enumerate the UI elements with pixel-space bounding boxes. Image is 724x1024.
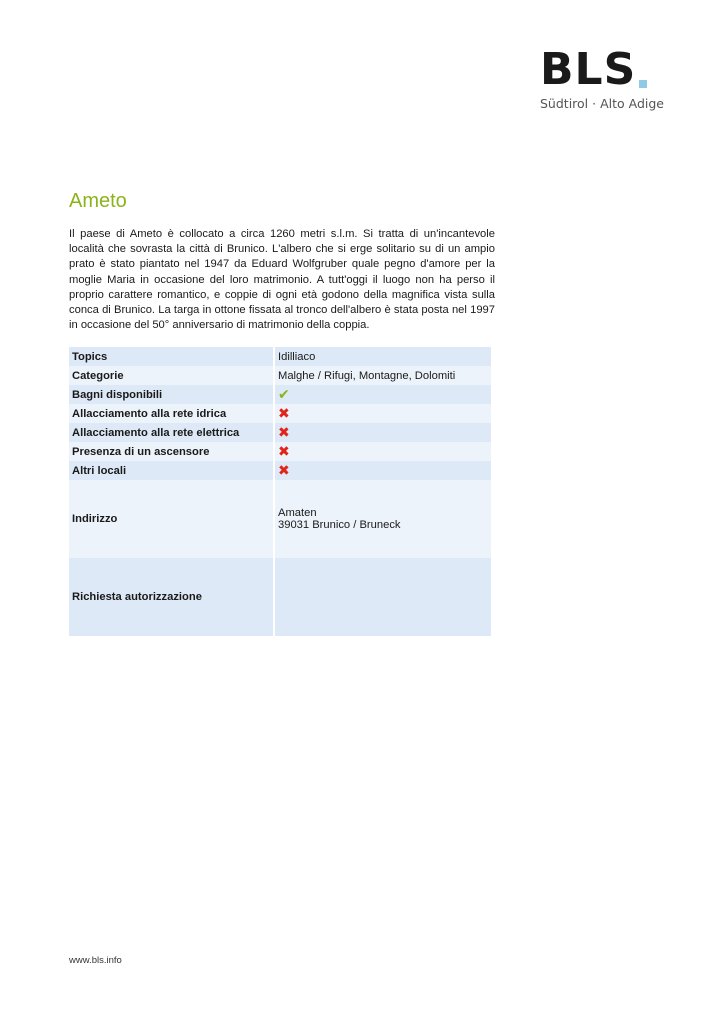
logo-mark-text: BLS <box>540 44 637 95</box>
page-title: Ameto <box>69 190 127 212</box>
cross-icon: ✖ <box>278 443 290 459</box>
table-row-elettrica <box>69 423 491 442</box>
autorizzazione-label: Richiesta autorizzazione <box>69 558 273 636</box>
categorie-label: Categorie <box>69 366 273 385</box>
locali-label: Altri locali <box>69 461 273 480</box>
cross-icon: ✖ <box>278 405 290 421</box>
ascensore-label: Presenza di un ascensore <box>69 442 273 461</box>
topics-value: Idilliaco <box>275 347 491 366</box>
elettrica-label: Allacciamento alla rete elettrica <box>69 423 273 442</box>
table-row-topics <box>69 347 491 366</box>
bls-logo <box>540 44 664 111</box>
info-table <box>67 347 493 636</box>
table-row-categorie <box>69 366 491 385</box>
checkmark-icon: ✔ <box>278 386 290 402</box>
bagni-label: Bagni disponibili <box>69 385 273 404</box>
footer-link[interactable]: www.bls.info <box>69 955 122 966</box>
logo-dot <box>639 80 647 88</box>
cross-icon: ✖ <box>278 424 290 440</box>
cross-icon: ✖ <box>278 462 290 478</box>
table-row-indirizzo <box>69 480 491 558</box>
table-row-autorizzazione <box>69 558 491 636</box>
table-row-locali <box>69 461 491 480</box>
indirizzo-label: Indirizzo <box>69 480 273 558</box>
address-line-1: Amaten <box>278 507 317 519</box>
table-row-bagni <box>69 385 491 404</box>
indirizzo-value <box>275 480 491 558</box>
topics-label: Topics <box>69 347 273 366</box>
idrica-label: Allacciamento alla rete idrica <box>69 404 273 423</box>
table-row-ascensore <box>69 442 491 461</box>
logo-subtitle: Südtirol · Alto Adige <box>540 96 664 111</box>
description: Il paese di Ameto è collocato a circa 1260 metri s.l.m. Si tratta di un'incantevole località che sovrasta la città di Brunico. L'albero che si erge solitario su di un ampio prato è stato piantato nel 1947 da Eduard Wolfgruber quale pegno d'amore per la moglie Maria in occasione del loro matrimonio. A tutt'oggi il luogo non ha perso il proprio carattere romantico, e coppie di ogni età godono della magnifica vista sulla conca di Brunico. La targa in ottone fissata al tronco dell'albero è stata posta nel 1997 in occasione del 50° anniversario di matrimonio della coppia. <box>69 228 495 332</box>
address-line-2: 39031 Brunico / Bruneck <box>278 519 401 531</box>
logo-mark <box>540 46 660 94</box>
autorizzazione-value <box>275 558 491 636</box>
categorie-value: Malghe / Rifugi, Montagne, Dolomiti <box>275 366 491 385</box>
table-row-idrica <box>69 404 491 423</box>
